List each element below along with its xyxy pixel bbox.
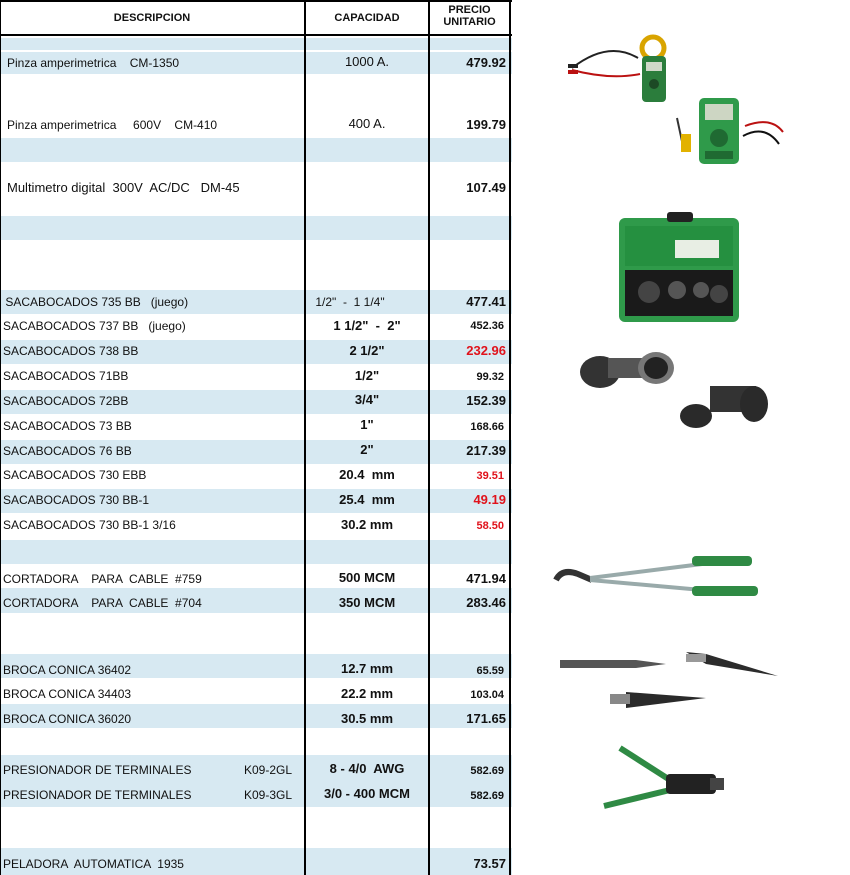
row-code: K09-3GL — [244, 788, 293, 802]
row-price: 217.39 — [466, 443, 506, 458]
row-price: 168.66 — [470, 421, 504, 433]
row-description: SACABOCADOS 76 BB — [3, 444, 132, 458]
row-description: Multimetro digital 300V AC/DC DM-45 — [7, 180, 240, 195]
row-price: 171.65 — [466, 711, 506, 726]
row-band — [0, 138, 512, 162]
row-price: 479.92 — [466, 55, 506, 70]
row-price: 58.50 — [476, 520, 504, 532]
row-description: BROCA CONICA 36402 — [3, 663, 132, 677]
row-capacity: 1000 A. — [344, 54, 390, 69]
row-description: SACABOCADOS 730 BB-1 3/16 — [3, 518, 176, 532]
row-description: BROCA CONICA 34403 — [3, 687, 132, 701]
row-price: 103.04 — [470, 689, 504, 701]
header-precio-line1: PRECIO — [448, 4, 491, 16]
row-price: 73.57 — [473, 856, 506, 871]
row-capacity: 2" — [360, 442, 374, 457]
multimeter-photo — [675, 96, 787, 168]
row-description: SACABOCADOS 71BB — [3, 369, 129, 383]
row-capacity: 22.2 mm — [340, 686, 394, 701]
row-description: PRESIONADOR DE TERMINALES — [3, 763, 192, 777]
header-precio — [430, 4, 509, 28]
row-description: SACABOCADOS 72BB — [3, 394, 129, 408]
row-capacity: 1/2" - 1 1/4" — [315, 295, 385, 309]
wire-stripper-photo — [600, 744, 730, 820]
row-description: SACABOCADOS 735 BB (juego) — [2, 295, 189, 309]
row-capacity: 30.2 mm — [340, 517, 394, 532]
row-capacity: 20.4 mm — [339, 467, 395, 482]
row-description: SACABOCADOS 730 EBB — [3, 468, 147, 482]
row-capacity: 350 MCM — [338, 595, 396, 610]
row-price: 582.69 — [470, 765, 504, 777]
row-description: BROCA CONICA 36020 — [3, 712, 132, 726]
punch-kit-case-photo — [615, 210, 745, 326]
row-band — [0, 38, 512, 50]
table-top-border — [0, 0, 512, 2]
row-price: 232.96 — [466, 343, 506, 358]
row-description: SACABOCADOS 730 BB-1 — [3, 493, 150, 507]
row-capacity: 2 1/2" — [349, 343, 385, 358]
row-price: 582.69 — [470, 790, 504, 802]
row-price: 49.19 — [473, 492, 506, 507]
row-capacity: 8 - 4/0 AWG — [329, 761, 405, 776]
header-descripcion: DESCRIPCION — [113, 12, 191, 24]
row-capacity: 500 MCM — [338, 570, 396, 585]
row-capacity: 1 1/2" - 2" — [333, 318, 401, 333]
row-price: 65.59 — [476, 665, 504, 677]
step-drill-bits-photo — [556, 650, 780, 718]
row-price: 39.51 — [476, 470, 504, 482]
row-price: 477.41 — [466, 294, 506, 309]
header-bottom-border — [0, 34, 512, 36]
column-divider — [0, 0, 1, 875]
row-description: SACABOCADOS 738 BB — [3, 344, 139, 358]
row-description: SACABOCADOS 737 BB (juego) — [3, 319, 186, 333]
row-capacity: 12.7 mm — [340, 661, 394, 676]
row-capacity: 3/0 - 400 MCM — [324, 786, 410, 801]
row-price: 107.49 — [466, 180, 506, 195]
row-code: K09-2GL — [244, 763, 293, 777]
row-price: 452.36 — [470, 320, 504, 332]
row-description: CORTADORA PARA CABLE #704 — [3, 596, 202, 610]
row-capacity: 30.5 mm — [340, 711, 394, 726]
header-precio-line2: UNITARIO — [443, 16, 496, 28]
row-price: 152.39 — [466, 393, 506, 408]
row-price: 99.32 — [476, 371, 504, 383]
header-capacidad: CAPACIDAD — [334, 12, 400, 24]
row-description: Pinza amperimetrica CM-1350 — [7, 56, 180, 70]
row-description: SACABOCADOS 73 BB — [3, 419, 132, 433]
row-description: PRESIONADOR DE TERMINALES — [3, 788, 192, 802]
knockout-punch-photo — [578, 346, 774, 430]
row-band — [0, 540, 512, 564]
row-capacity: 3/4" — [354, 392, 380, 407]
row-description: PELADORA AUTOMATICA 1935 — [3, 857, 184, 871]
column-divider — [509, 0, 511, 875]
cable-cutter-photo — [552, 550, 762, 604]
row-price: 199.79 — [466, 117, 506, 132]
row-capacity: 25.4 mm — [339, 492, 395, 507]
row-capacity: 400 A. — [348, 116, 386, 131]
clamp-meter-photo — [568, 34, 678, 106]
row-description: Pinza amperimetrica 600V CM-410 — [7, 118, 218, 132]
row-price: 471.94 — [466, 571, 506, 586]
row-capacity: 1" — [360, 417, 374, 432]
row-description: CORTADORA PARA CABLE #759 — [3, 572, 202, 586]
row-capacity: 1/2" — [354, 368, 380, 383]
row-price: 283.46 — [466, 595, 506, 610]
row-band — [0, 216, 512, 240]
